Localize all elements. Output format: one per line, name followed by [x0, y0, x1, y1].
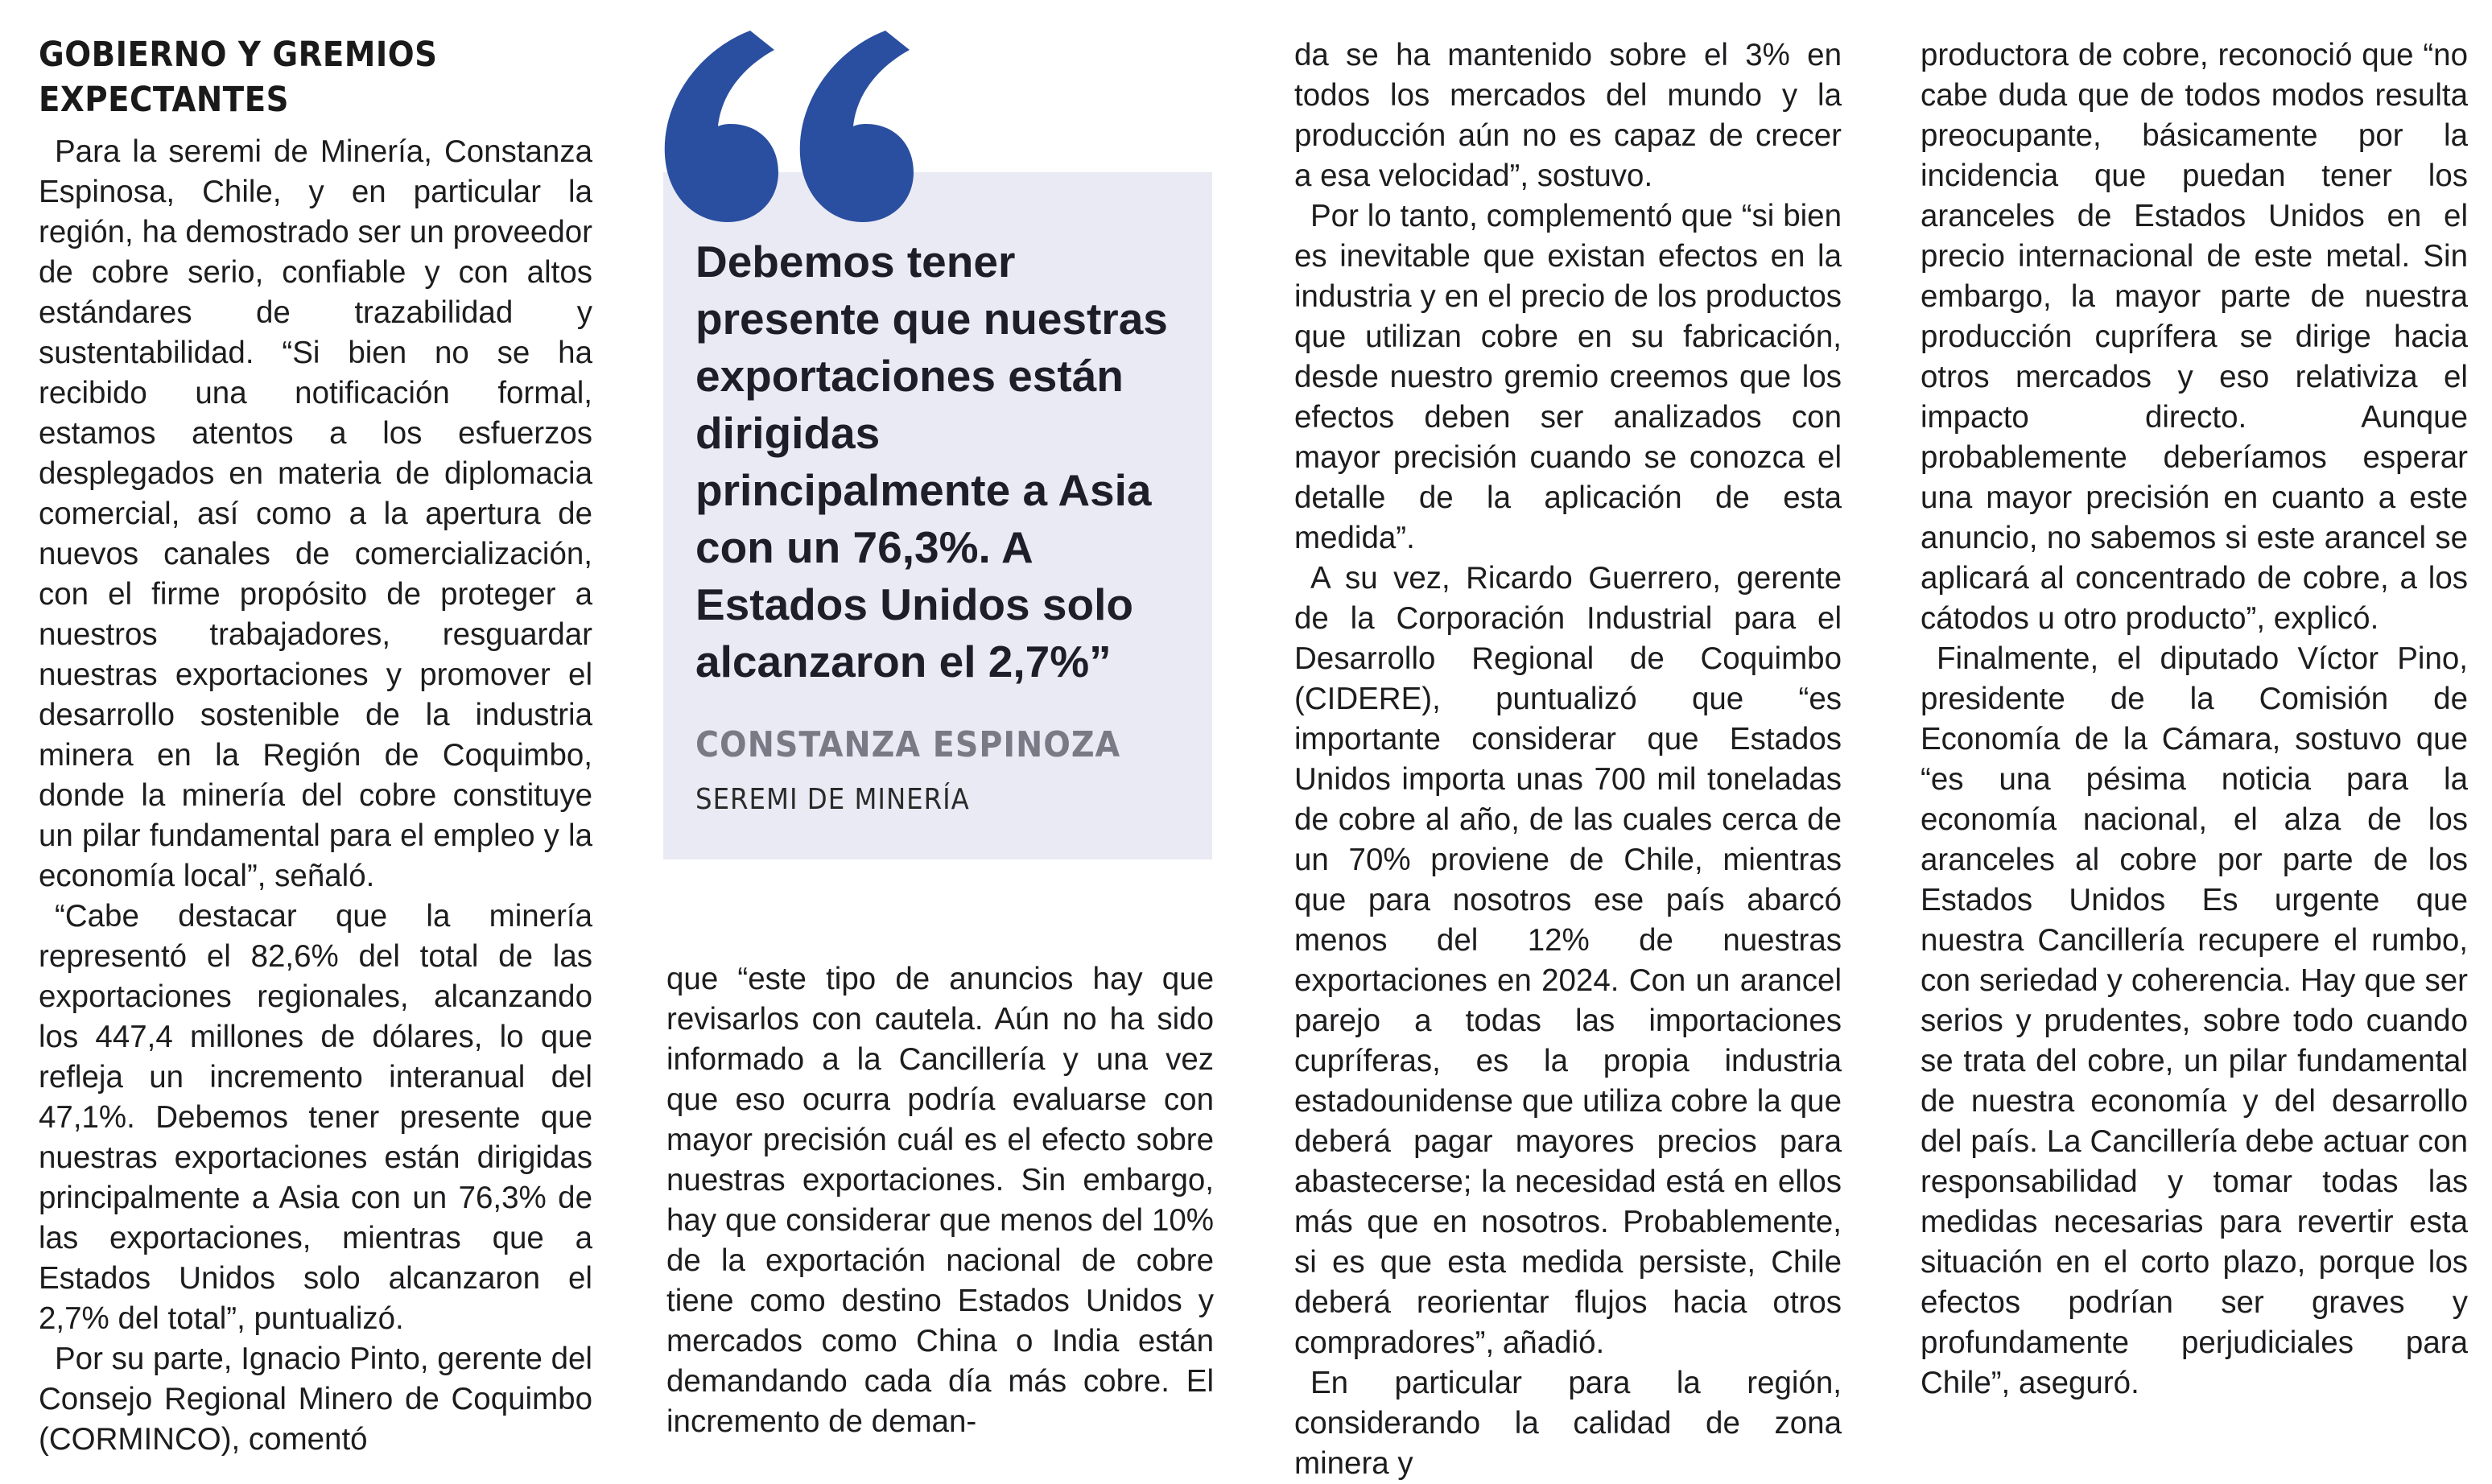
paragraph: productora de cobre, reconoció que “no cabe duda que de todos modos resulta preocupante, básicamente por la incidencia que puedan tener los aranceles de Estados Unidos en el precio internacional de este metal. Sin embargo, la mayor parte de nuestra producción cuprífera se dirige hacia otros mercados y eso relativiza el impacto directo. Aunque probablemente deberíamos esperar una mayor precisión en cuanto a este anuncio, no sabemos si este arancel se aplicará al concentrado de cobre, a los cátodos u otro producto”, explicó.	[1921, 38, 2468, 636]
article-column-4	[1921, 35, 2468, 1404]
quote-mark-icon	[654, 14, 919, 232]
paragraph: da se ha mantenido sobre el 3% en todos los mercados del mundo y la producción aún no es capaz de crecer a esa velocidad”, sostuvo.	[1294, 38, 1842, 193]
article-column-2	[666, 959, 1214, 1442]
paragraph: Por su parte, Ignacio Pinto, gerente del Consejo Regional Minero de Coquimbo (CORMINCO), comentó	[39, 1342, 592, 1457]
section-heading-line-2: EXPECTANTES	[39, 80, 289, 120]
paragraph: Para la seremi de Minería, Constanza Espinosa, Chile, y en particular la región, ha demostrado ser un proveedor de cobre serio, confiable y con altos estándares de trazabilidad y sustentabilidad. “Si bien no se ha recibido una notificación formal, estamos atentos a los esfuerzos desplegados en materia de diplomacia comercial, así como a la apertura de nuevos canales de comercialización, con el firme propósito de proteger a nuestros trabajadores, resguardar nuestras exportaciones y promover el desarrollo sostenible de la industria minera en la Región de Coquimbo, donde la minería del cobre constituye un pilar fundamental para el empleo y la economía local”, señaló.	[39, 134, 592, 893]
paragraph: Por lo tanto, complementó que “si bien es inevitable que existan efectos en la industria y en el precio de los productos que utilizan cobre en su fabricación, desde nuestro gremio creemos que los efectos deben ser analizados con mayor precisión cuando se conozca el detalle de la aplicación de esta medida”.	[1294, 199, 1842, 555]
paragraph: En particular para la región, considerando la calidad de zona minera y	[1294, 1366, 1842, 1481]
paragraph: A su vez, Ricardo Guerrero, gerente de la Corporación Industrial para el Desarrollo Regional de Coquimbo (CIDERE), puntualizó que “es importante considerar que Estados Unidos importa unas 700 mil toneladas de cobre al año, de las cuales cerca de un 70% proviene de Chile, mientras que para nosotros ese país abarcó menos del 12% de nuestras exportaciones en 2024. Con un arancel parejo a todas las importaciones cupríferas, es la propia industria estadounidense que utiliza cobre la que deberá pagar mayores precios para abastecerse; la necesidad está en ellos más que en nosotros. Probablemente, si es que esta medida persiste, Chile deberá reorientar flujos hacia otros compradores”, añadió.	[1294, 561, 1842, 1360]
pull-quote-role: SEREMI DE MINERÍA	[695, 783, 970, 816]
section-heading	[39, 32, 592, 122]
paragraph: Finalmente, el diputado Víctor Pino, presidente de la Comisión de Economía de la Cámara, sostuvo que “es una pésima noticia para la economía nacional, el alza de los aranceles al cobre por parte de los Estados Unidos Es urgente que nuestra Cancillería recupere el rumbo, con seriedad y coherencia. Hay que ser serios y prudentes, sobre todo cuando se trata del cobre, un pilar fundamental de nuestra economía y del desarrollo del país. La Cancillería debe actuar con responsabilidad y tomar todas las medidas necesarias para revertir esta situación en el corto plazo, porque los efectos podrían ser graves y profundamente perjudiciales para Chile”, aseguró.	[1921, 641, 2468, 1400]
article-column-1	[39, 32, 592, 1460]
paragraph: “Cabe destacar que la minería representó el 82,6% del total de las exportaciones regionales, alcanzando los 447,4 millones de dólares, lo que refleja un incremento interanual del 47,1%. Debemos tener presente que nuestras exportaciones están dirigidas principalmente a Asia con un 76,3% de las exportaciones, mientras que a Estados Unidos solo alcanzaron el 2,7% del total”, puntualizó.	[39, 899, 592, 1336]
section-heading-line-1: GOBIERNO Y GREMIOS	[39, 35, 438, 75]
article-column-3	[1294, 35, 1842, 1484]
pull-quote-author: CONSTANZA ESPINOZA	[695, 724, 1121, 765]
paragraph: que “este tipo de anuncios hay que revisarlos con cautela. Aún no ha sido informado a la Cancillería y una vez que eso ocurra podría evaluarse con mayor precisión cuál es el efecto sobre nuestras exportaciones. Sin embargo, hay que considerar que menos del 10% de la exportación nacional de cobre tiene como destino Estados Unidos y mercados como China o India están demandando cada día más cobre. El incremento de deman-	[666, 962, 1214, 1439]
pull-quote-text: Debemos tener presente que nuestras exportaciones están dirigidas principalmente a Asia con un 76,3%. A Estados Unidos solo alcanzaron el 2,7%”	[695, 237, 1168, 686]
